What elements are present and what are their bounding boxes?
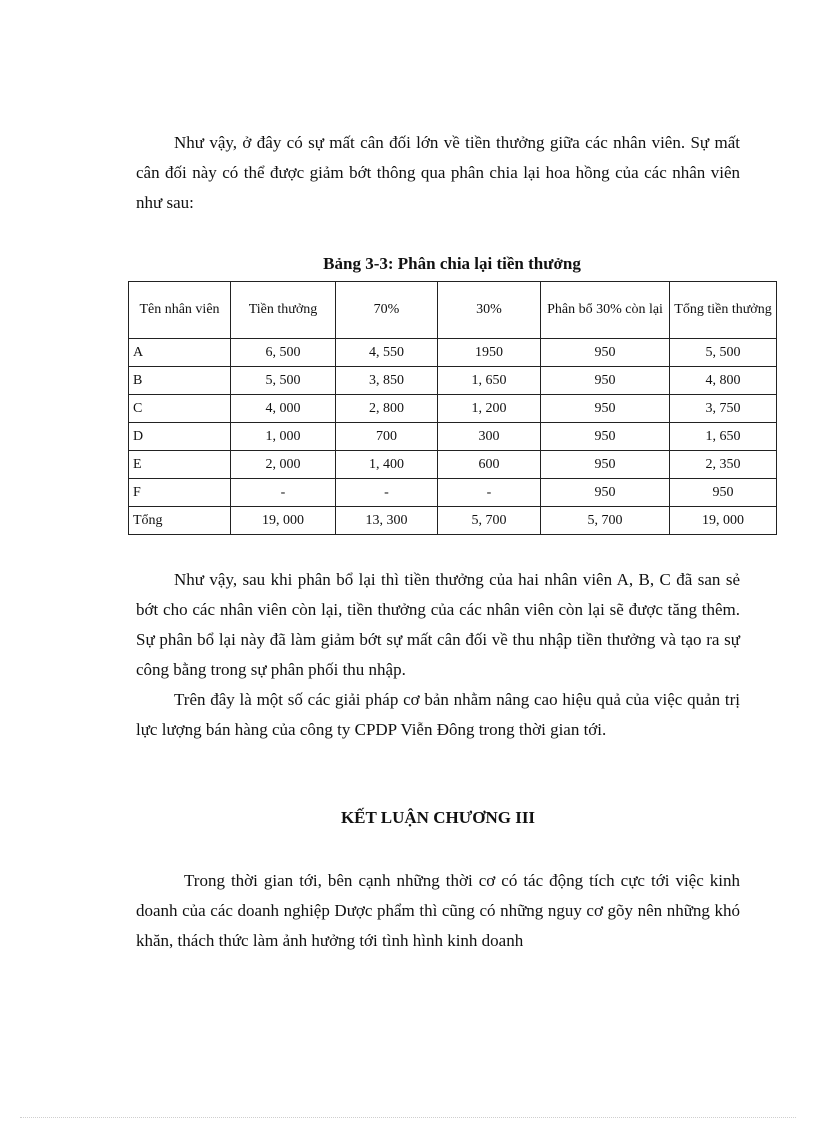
table-cell: 950 [670,479,777,507]
table-cell: 4, 800 [670,367,777,395]
table-cell: 5, 700 [541,507,670,535]
table-cell: 4, 000 [231,395,336,423]
table-cell: - [438,479,541,507]
table-cell: - [336,479,438,507]
table-caption: Bảng 3-3: Phân chia lại tiền thưởng [323,254,581,273]
table-cell: 6, 500 [231,339,336,367]
header-cell: Tên nhân viên [129,282,231,339]
table-cell: 3, 750 [670,395,777,423]
table-cell: 1, 000 [231,423,336,451]
table-cell: 950 [541,395,670,423]
paragraph-intro: Như vậy, ở đây có sự mất cân đối lớn về tiền thưởng giữa các nhân viên. Sự mất cân đối này có thể được giảm bớt thông qua phân chia lại hoa hồng của các nhân viên như sau: [136,133,740,212]
table-cell: 5, 700 [438,507,541,535]
table-cell: 3, 850 [336,367,438,395]
paragraph-conclusion: Trong thời gian tới, bên cạnh những thời cơ có tác động tích cực tới việc kinh doanh của các doanh nghiệp Dược phẩm thì cũng có những nguy cơ gõy nên những khó khăn, thách thức làm ảnh hưởng tới tình hình kinh doanh [136,871,740,950]
table-cell: E [129,451,231,479]
table-cell: 1950 [438,339,541,367]
table-row [129,479,777,507]
table-row [129,395,777,423]
table-cell: 1, 650 [438,367,541,395]
table-cell: F [129,479,231,507]
table-cell: 5, 500 [231,367,336,395]
header-cell: 70% [336,282,438,339]
section-heading: KẾT LUẬN CHƯƠNG III [340,808,536,827]
table-cell: 300 [438,423,541,451]
table-cell: 700 [336,423,438,451]
table-cell: 4, 550 [336,339,438,367]
table-header-row [129,282,777,339]
table-cell: 19, 000 [231,507,336,535]
table-cell: 2, 000 [231,451,336,479]
table-row [129,339,777,367]
table-cell: 950 [541,367,670,395]
table-cell: 19, 000 [670,507,777,535]
table-cell: 950 [541,423,670,451]
table-cell: 1, 650 [670,423,777,451]
table-cell: C [129,395,231,423]
table-cell: 950 [541,339,670,367]
paragraph-solutions: Trên đây là một số các giải pháp cơ bản nhằm nâng cao hiệu quả của việc quản trị lực lượng bán hàng của công ty CPDP Viễn Đông trong thời gian tới. [136,690,740,739]
table-total-row [129,507,777,535]
header-cell: Tổng tiền thưởng [670,282,777,339]
table-cell: 2, 800 [336,395,438,423]
table-cell: A [129,339,231,367]
header-cell: Phân bổ 30% còn lại [541,282,670,339]
bonus-table [128,281,777,535]
table-row [129,451,777,479]
table-cell: - [231,479,336,507]
table-cell: 600 [438,451,541,479]
table-cell: 13, 300 [336,507,438,535]
table-cell: 1, 200 [438,395,541,423]
table-row [129,423,777,451]
table-cell: 950 [541,451,670,479]
table-cell: 1, 400 [336,451,438,479]
table-cell: Tổng [129,507,231,535]
header-cell: Tiền thưởng [231,282,336,339]
table-cell: 950 [541,479,670,507]
paragraph-analysis: Như vậy, sau khi phân bổ lại thì tiền thưởng của hai nhân viên A, B, C đã san sẻ bớt cho các nhân viên còn lại, tiền thưởng của các nhân viên còn lại sẽ được tăng thêm. Sự phân bổ lại này đã làm giảm bớt sự mất cân đối về thu nhập tiền thưởng và tạo ra sự công bằng trong sự phân phối thu nhập. [136,570,740,679]
table-cell: 2, 350 [670,451,777,479]
page-bottom-divider [20,1117,796,1118]
table-cell: D [129,423,231,451]
header-cell: 30% [438,282,541,339]
table-cell: B [129,367,231,395]
table-cell: 5, 500 [670,339,777,367]
table-row [129,367,777,395]
